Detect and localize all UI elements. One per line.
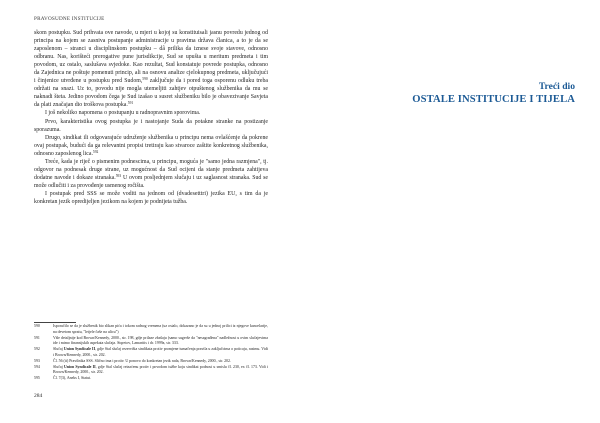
paragraph: [34, 158, 268, 190]
text-run: U ovom posljednjem slučaju i uz saglasnost stranaka. Sud se može odlučiti i za provođenje usmenog ročišta.: [34, 174, 269, 189]
text-run: I još nekoliko napomena o postupanju u radnopravnim sporovima.: [45, 110, 201, 117]
text-run: Čl. 56 (ii) Pravilnika SSS. Slično ima i protiv. U ponovo do konkretan jezik rada, Brown/Kennedy, 2000., str. 202.: [53, 358, 231, 363]
text-run: Slučaj: [53, 347, 64, 352]
right-page: [300, 0, 600, 423]
case-name: Union Syndicale II: [63, 347, 96, 352]
paragraph: [34, 118, 268, 134]
footnote-reference: 593: [115, 173, 122, 178]
text-run: skom postupku. Sud prihvata ove navode, u mjeri u kojoj su konstituisali jasnu povredu jednog od principa na kojem se zasniva postupanje administracije u pravima država članica, a to je da se zaposlenom – stranci u disciplinskom postupku – dâ prilika da iznese svoje stavove, odnosno odbranu. Nas, korišteći prerogative pune jurisdikcije, Sud se upušta u meritum predmeta i tim povodom, uz ostalo, saslušava svjedoke. Kao rezultat, Sud konstatuje povrede postupka, odnosno da Zajednica ne poštuje pomenuti princip, ali na osnovu analize cjelokupnog predmeta, uključujući i činjenice utvrđene u postupku pred Sudom,: [34, 30, 268, 85]
footnotes: [34, 324, 268, 382]
footnote: [34, 347, 268, 359]
section-heading: [359, 80, 575, 107]
footnote: [34, 376, 268, 382]
paragraph: [34, 190, 268, 206]
paragraph: [34, 109, 268, 117]
text-run: , gdje Stal slučaj reizaćenu protiv i povodom tužbe koju sindikat podnosi u smislu čl. 230, ex čl. 173. Vidi i Brown/Kennedy, 2000., str. 202.: [53, 364, 268, 375]
footnote: [34, 365, 268, 377]
footnote-reference: 591: [127, 101, 134, 106]
footnote-reference: 592: [92, 149, 99, 154]
text-run: Čl. 7(3), Aneks I, Statut.: [53, 376, 92, 381]
running-head: PRAVOSUDNE INSTITUCIJE: [34, 16, 105, 22]
footnote-number: 591: [34, 335, 40, 340]
footnote-number: 590: [34, 324, 40, 328]
footnote-rule: [34, 322, 76, 323]
text-run: I postupak pred SSS se može voditi na jednom od (dvadesetttri) jezika EU, s tim da je konkretan jezik opredijeljen jezikom na kojem je podnijeta tužba.: [34, 190, 268, 205]
text-run: Isporučilo se da je službenik bio slikan pića i tokom radnog vremena (uz ostalo, dokazano je da su u jednoj prilici iz njegove kancelarije, na devetom spratu, "letjele čaše na ulicu"): [53, 324, 268, 334]
text-run: Drugo, sindikat ili odgovarajuće udruženje službenika u principu nema ovlašćenje da pokrene ovaj postupak, budući da ga relevantni propisi tretiraju kao stvaroce zaštite konkretnog službenika, odnosno zaposlenog lica.: [34, 134, 268, 157]
text-run: Više detaljnije kod Brown/Kennedy, 2000., str. 198, gdje prilaze zbašaju (samo sugerše da "nesagrađena" nadležnost u ovim slučajevima ide i mimo finansijskih aspekata slučaja. Stqretov, Lamarttis i dr. 1999a, str. 333.: [53, 335, 268, 346]
text-run: , gdje Stal slučaj rezervišta sindikata protiv promjene tumačenja pravila u zaključcima o poticaju, rasimu. Vidi i Brown/Kennedy, 2000., str. 202.: [53, 347, 268, 357]
footnote-number: 593: [34, 358, 40, 363]
text-run: Prvo, karakteristika ovog postupka je i nastojanje Suda da potakne stranke na postizanje sporazuma.: [34, 118, 268, 133]
text-run: Slučaj: [53, 364, 64, 369]
text-run: zaključuje da i pored toga osporenu odluku treba održati na snazi. Uz to, povodu nije mogla utemeljiti zahtjev otpuštenog službenika da mu se naknadi šteta. Jedino povodom čega je Sud izašao u susret službeniku bilo je obavezivanje Savjeta da plati značajan dio troškova postupka.: [34, 78, 268, 109]
footnote-number: 594: [34, 364, 40, 369]
text-run: Treće, kada je riječ o pismenim podnescima, u principu, moguća je "samo jedna razmjena", tj. odgovor na podnesak druge strane, uz mogućnost da Sud ocijeni da stanje predmeta zahtijeva dodatne navode i dokaze stranaka.: [34, 158, 268, 181]
section-label: Treći dio: [538, 81, 575, 92]
footnote-number: 595: [34, 376, 40, 381]
case-name: Union Syndicale II: [63, 364, 96, 369]
footnote-reference: 590: [142, 77, 148, 82]
footnote-number: 592: [34, 347, 40, 352]
page-number: 284: [34, 393, 43, 399]
section-title: OSTALE INSTITUCIJE I TIJELA: [412, 94, 575, 105]
body-text: [34, 29, 268, 206]
paragraph: [34, 134, 268, 158]
paragraph: [34, 29, 268, 109]
footnote: [34, 324, 268, 336]
footnote: [34, 336, 268, 348]
